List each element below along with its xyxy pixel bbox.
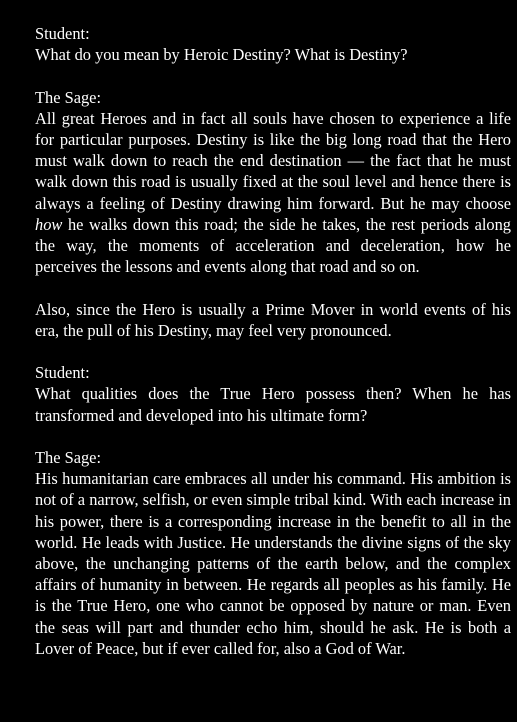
paragraph-text: Also, since the Hero is usually a Prime Mover in world events of his era, the pull of his Destiny, may feel very pronounced. <box>35 299 511 340</box>
dialogue-block-student-1 <box>35 23 511 65</box>
sage-answer-paragraph <box>35 299 511 341</box>
dialogue-block-student-2 <box>35 362 511 426</box>
speaker-label: Student: <box>35 363 90 383</box>
sage-answer-paragraph <box>35 468 511 659</box>
speaker-label: The Sage: <box>35 87 101 107</box>
student-question <box>35 383 511 425</box>
dialogue-block-sage-1-continued <box>35 299 511 341</box>
paragraph-text: he walks down this road; the side he takes, the rest periods along the way, the moments of acceleration and deceleration, how he perceives the lessons and events along that road and so on. <box>35 214 511 277</box>
paragraph-text: All great Heroes and in fact all souls have chosen to experience a life for particular purposes. Destiny is like the big long road that the Hero must walk down to reach the end destination — the fact that he must walk down this road is usually fixed at the soul level and hence there is always a feeling of Destiny drawing him forward. But he may choose <box>35 108 511 213</box>
sage-answer-paragraph <box>35 108 511 278</box>
emphasized-word: how <box>35 214 63 234</box>
paragraph-text: What qualities does the True Hero possess then? When he has transformed and developed into his ultimate form? <box>35 384 511 425</box>
speaker-label: The Sage: <box>35 448 101 467</box>
dialogue-block-sage-1 <box>35 87 511 278</box>
dialogue-block-sage-2 <box>35 447 511 659</box>
speaker-label: Student: <box>35 24 90 43</box>
student-question: What do you mean by Heroic Destiny? What is Destiny? <box>35 45 408 65</box>
paragraph-text: His humanitarian care embraces all under his command. His ambition is not of a narrow, selfish, or even simple tribal kind. With each increase in his power, there is a corresponding increase in the benefit to all in the world. He leads with Justice. He understands the divine signs of the sky above, the unchanging patterns of the earth below, and the complex affairs of humanity in between. He regards all peoples as his family. He is the True Hero, one who cannot be opposed by nature or man. Even the seas will part and thunder echo him, should he ask. He is both a Lover of Peace, but if ever called for, also a God of War. <box>35 469 511 658</box>
